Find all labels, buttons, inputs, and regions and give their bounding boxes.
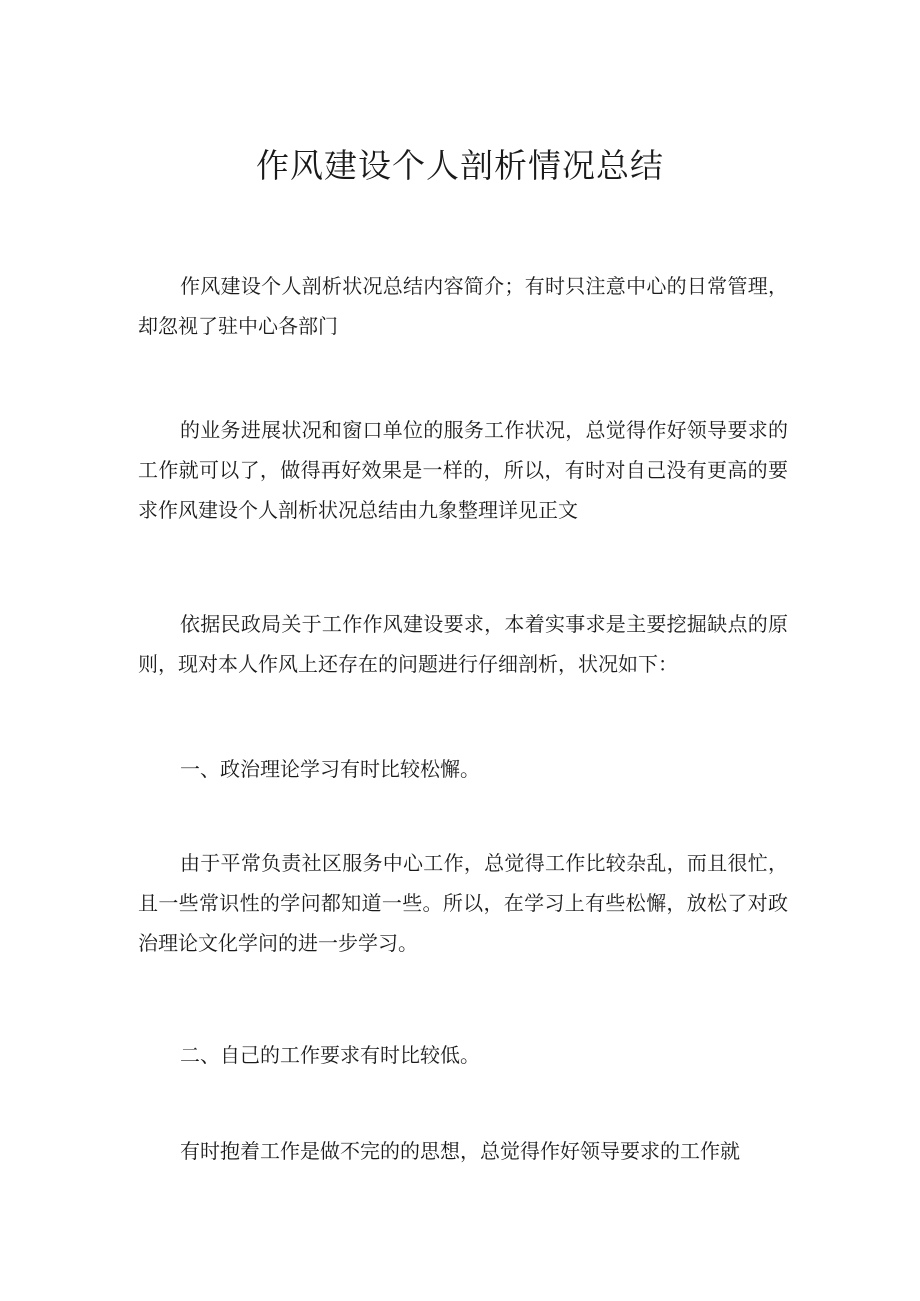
paragraph-basis: 依据民政局关于工作作风建设要求，本着实事求是主要挖掘缺点的原则，现对本人作风上还存在的问题进行仔细剖析，状况如下： (138, 612, 788, 676)
paragraph-intro: 作风建设个人剖析状况总结内容简介；有时只注意中心的日常管理，却忽视了驻中心各部门 (138, 274, 788, 338)
paragraph-section-1: 由于平常负责社区服务中心工作，总觉得工作比较杂乱，而且很忙，且一些常识性的学问都知道一些。所以，在学习上有些松懈，放松了对政治理论文化学问的进一步学习。 (138, 851, 788, 955)
paragraph-intro-continued: 的业务进展状况和窗口单位的服务工作状况，总觉得作好领导要求的工作就可以了，做得再好效果是一样的，所以，有时对自己没有更高的要求作风建设个人剖析状况总结由九象整理详见正文 (138, 418, 788, 522)
paragraph-section-2: 有时抱着工作是做不完的的思想，总觉得作好领导要求的工作就 (180, 1139, 740, 1163)
section-heading-1: 一、政治理论学习有时比较松懈。 (180, 757, 480, 781)
document-title: 作风建设个人剖析情况总结 (256, 146, 664, 185)
section-heading-2: 二、自己的工作要求有时比较低。 (180, 1043, 480, 1067)
